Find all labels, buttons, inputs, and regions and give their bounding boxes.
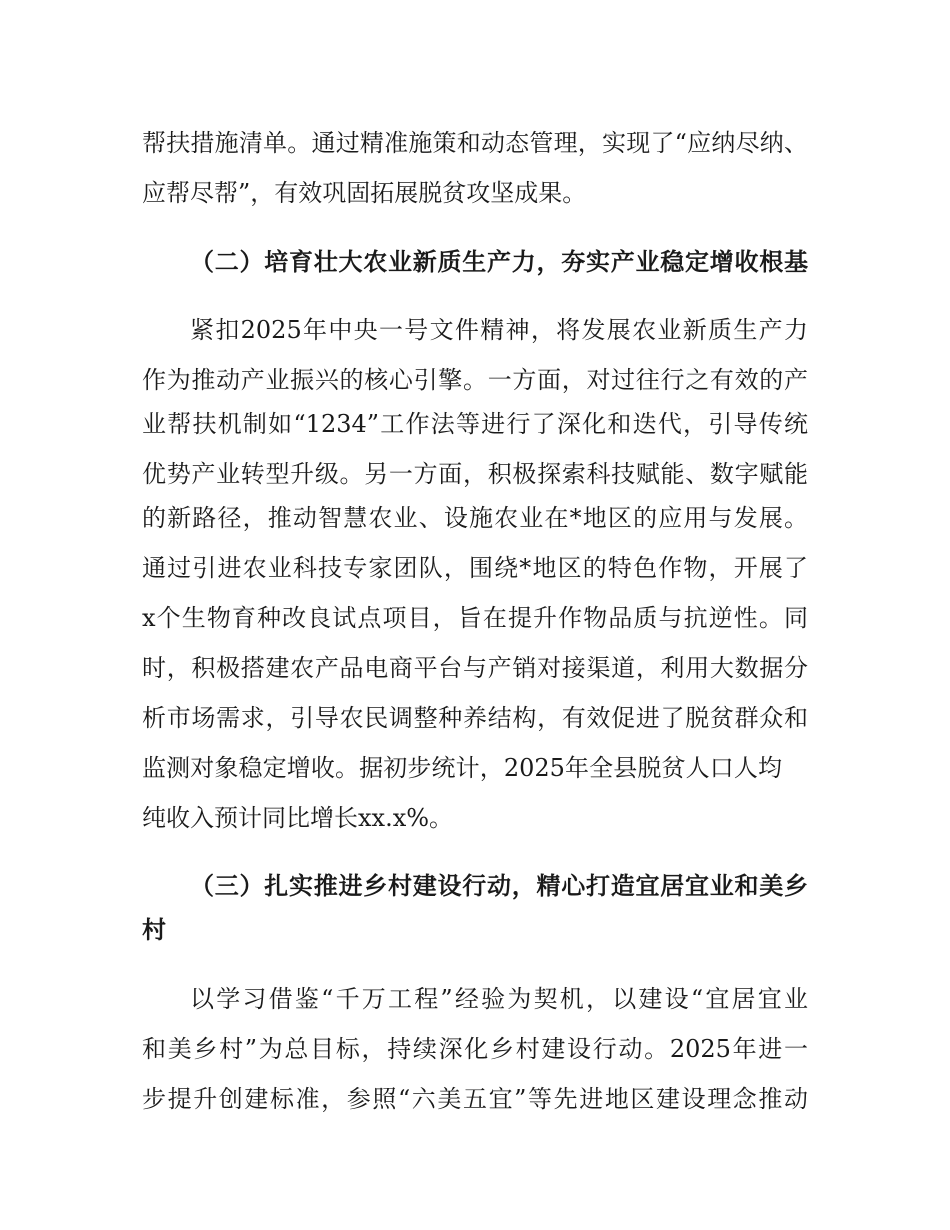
paragraph-line: 步提升创建标准，参照“六美五宜”等先进地区建设理念推动 (142, 1085, 808, 1113)
paragraph-line: 时，积极搭建农产品电商平台与产销对接渠道，利用大数据分 (142, 654, 808, 682)
paragraph-line: 紧扣2025年中央一号文件精神，将发展农业新质生产力 (190, 316, 808, 344)
paragraph-line: 以学习借鉴“千万工程”经验为契机，以建设“宜居宜业 (190, 985, 808, 1013)
paragraph-line: 优势产业转型升级。另一方面，积极探索科技赋能、数字赋能 (142, 460, 808, 488)
paragraph-line: 析市场需求，引导农民调整种养结构，有效促进了脱贫群众和 (142, 704, 808, 732)
paragraph-line: 作为推动产业振兴的核心引擎。一方面，对过往行之有效的产 (142, 366, 808, 394)
paragraph-line: x个生物育种改良试点项目，旨在提升作物品质与抗逆性。同 (142, 604, 808, 632)
section-heading: （三）扎实推进乡村建设行动，精心打造宜居宜业和美乡 (190, 872, 808, 900)
paragraph-line: 业帮扶机制如“1234”工作法等进行了深化和迭代，引导传统 (142, 410, 808, 438)
paragraph-line: 帮扶措施清单。通过精准施策和动态管理，实现了“应纳尽纳、 (142, 129, 808, 157)
paragraph-line: 通过引进农业科技专家团队，围绕*地区的特色作物，开展了 (142, 554, 808, 582)
paragraph-line: 和美乡村”为总目标，持续深化乡村建设行动。2025年进一 (142, 1035, 808, 1063)
section-heading: 村 (142, 916, 166, 944)
paragraph-line: 监测对象稳定增收。据初步统计，2025年全县脱贫人口人均 (142, 754, 782, 782)
section-heading: （二）培育壮大农业新质生产力，夯实产业稳定增收根基 (190, 248, 808, 276)
paragraph-line: 的新路径，推动智慧农业、设施农业在*地区的应用与发展。 (142, 504, 808, 532)
paragraph-line: 纯收入预计同比增长xx.x%。 (142, 804, 454, 832)
paragraph-line: 应帮尽帮”，有效巩固拓展脱贫攻坚成果。 (142, 179, 587, 207)
